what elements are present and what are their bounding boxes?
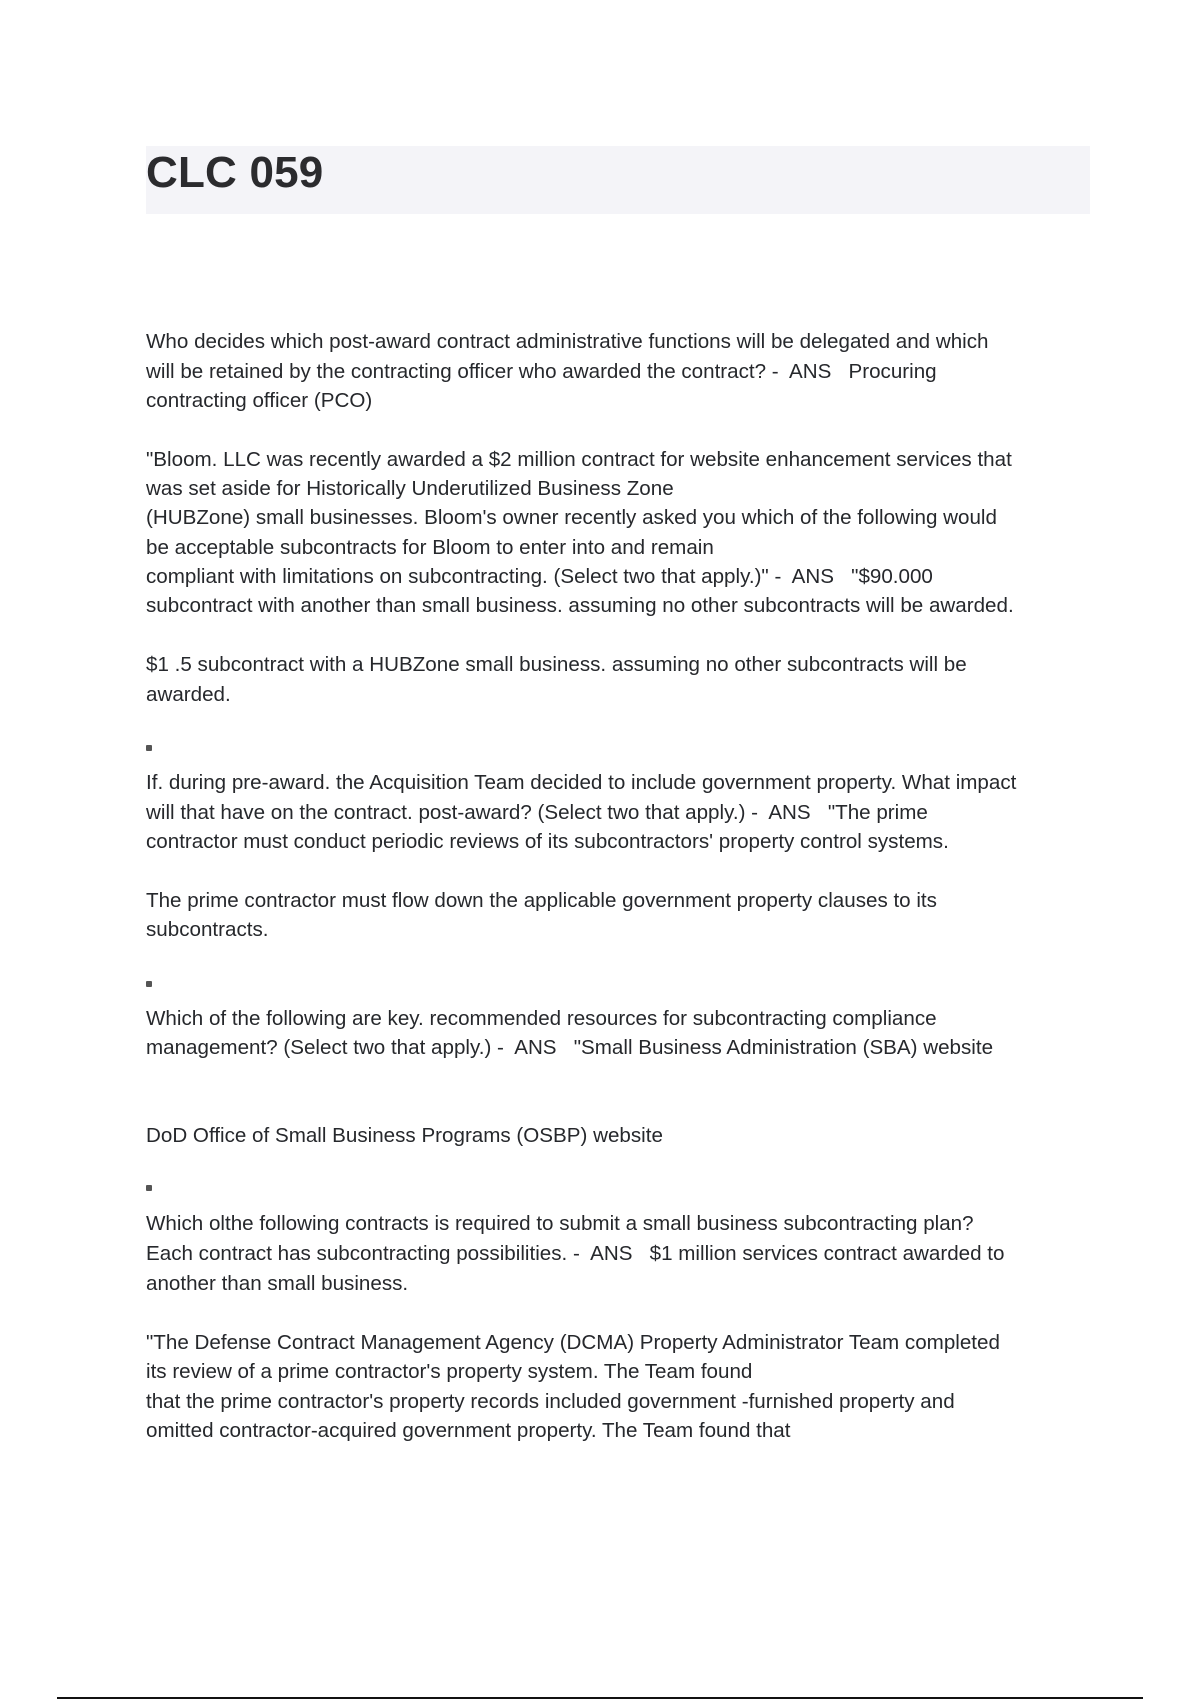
page-title: CLC 059 [146,148,324,197]
footer-rule [57,1697,1143,1699]
text-line: contractor must conduct periodic reviews of its subcontractors' property control systems. [146,830,949,853]
text-line: subcontract with another than small business. assuming no other subcontracts will be awarded. [146,594,1014,617]
text-line: another than small business. [146,1272,409,1295]
text-line: "Bloom. LLC was recently awarded a $2 million contract for website enhancement services that [146,448,1012,471]
text-line: If. during pre-award. the Acquisition Team decided to include government property. What impact [146,771,1017,794]
text-line: its review of a prime contractor's property system. The Team found [146,1360,753,1383]
text-line: compliant with limitations on subcontracting. (Select two that apply.)" - ANS "$90.000 [146,565,933,588]
text-line: was set aside for Historically Underutilized Business Zone [146,477,674,500]
text-line: DoD Office of Small Business Programs (OSBP) website [146,1124,663,1147]
bullet-mark [146,1185,152,1191]
text-line: awarded. [146,683,231,706]
text-line: (HUBZone) small businesses. Bloom's owner recently asked you which of the following would [146,506,997,529]
text-line: Who decides which post-award contract administrative functions will be delegated and which [146,330,989,353]
text-line: The prime contractor must flow down the applicable government property clauses to its [146,889,937,912]
bullet-mark [146,981,152,987]
text-line: contracting officer (PCO) [146,389,373,412]
text-line: subcontracts. [146,918,269,941]
text-line: management? (Select two that apply.) - ANS "Small Business Administration (SBA) website [146,1036,994,1059]
text-line: $1 .5 subcontract with a HUBZone small business. assuming no other subcontracts will be [146,653,967,676]
text-line: will be retained by the contracting officer who awarded the contract? - ANS Procuring [146,360,937,383]
text-line: that the prime contractor's property records included government -furnished property and [146,1390,955,1413]
bullet-mark [146,745,152,751]
text-line: Which of the following are key. recommended resources for subcontracting compliance [146,1007,937,1030]
text-line: be acceptable subcontracts for Bloom to enter into and remain [146,536,714,559]
text-line: Each contract has subcontracting possibilities. - ANS $1 million services contract awarded to [146,1242,1005,1265]
text-line: will that have on the contract. post-award? (Select two that apply.) - ANS "The prime [146,801,928,824]
text-line: omitted contractor-acquired government property. The Team found that [146,1419,791,1442]
text-line: "The Defense Contract Management Agency (DCMA) Property Administrator Team completed [146,1331,1000,1354]
text-line: Which olthe following contracts is required to submit a small business subcontracting plan? [146,1212,974,1235]
